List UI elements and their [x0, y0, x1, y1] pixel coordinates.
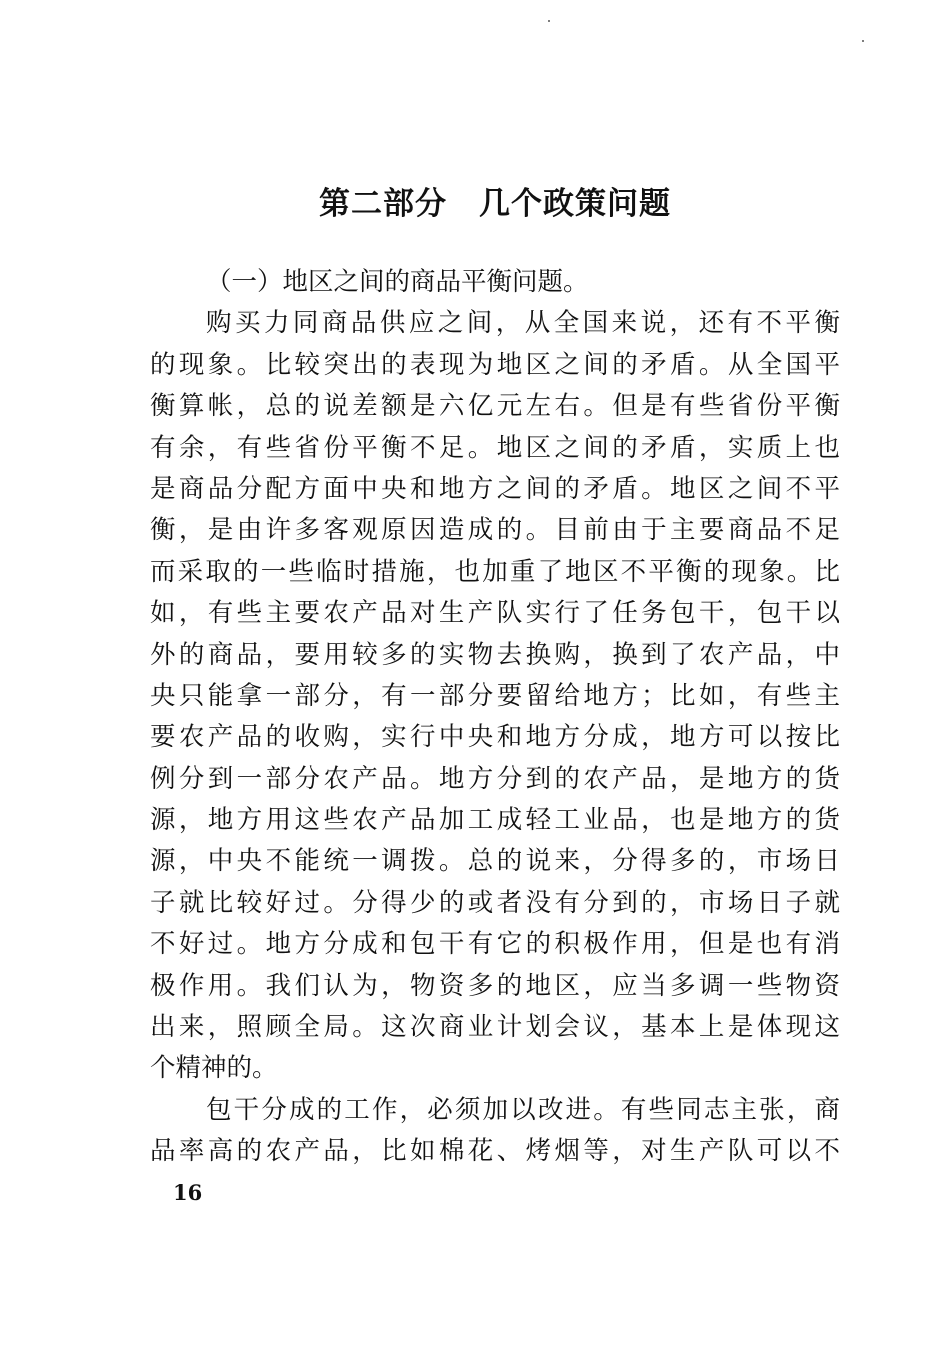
page-number: 16 [173, 1180, 203, 1205]
scan-speck [862, 40, 864, 42]
text-line: 子就比较好过。分得少的或者没有分到的，市场日子就 [150, 887, 840, 918]
text-line: 衡算帐，总的说差额是六亿元左右。但是有些省份平衡 [150, 391, 840, 422]
text-line: 央只能拿一部分，有一部分要留给地方；比如，有些主 [150, 680, 840, 711]
text-line: 包干分成的工作，必须加以改进。有些同志主张，商 [206, 1094, 840, 1125]
page-title: 第二部分 几个政策问题 [319, 186, 671, 222]
text-line: 出来，照顾全局。这次商业计划会议，基本上是体现这 [150, 1012, 840, 1043]
scan-speck [548, 20, 550, 22]
text-line: 购买力同商品供应之间，从全国来说，还有不平衡 [206, 308, 840, 339]
text-line: 如，有些主要农产品对生产队实行了任务包干，包干以 [150, 598, 840, 629]
body-text [150, 262, 840, 1173]
text-line: 个精神的。 [150, 1053, 278, 1084]
text-line: 例分到一部分农产品。地方分到的农产品，是地方的货 [150, 763, 840, 794]
text-line: 的现象。比较突出的表现为地区之间的矛盾。从全国平 [150, 349, 840, 380]
text-line: 衡，是由许多客观原因造成的。目前由于主要商品不足 [150, 515, 840, 546]
section-heading: （一）地区之间的商品平衡问题。 [206, 267, 589, 297]
text-line: 外的商品，要用较多的实物去换购，换到了农产品，中 [150, 639, 840, 670]
text-line: 源，中央不能统一调拨。总的说来，分得多的，市场日 [150, 846, 840, 877]
text-line: 源，地方用这些农产品加工成轻工业品，也是地方的货 [150, 805, 840, 836]
text-line: 极作用。我们认为，物资多的地区，应当多调一些物资 [150, 970, 840, 1001]
text-line: 不好过。地方分成和包干有它的积极作用，但是也有消 [150, 929, 840, 960]
text-line: 而采取的一些临时措施，也加重了地区不平衡的现象。比 [150, 556, 840, 587]
text-line: 有余，有些省份平衡不足。地区之间的矛盾，实质上也 [150, 432, 840, 463]
text-line: 品率高的农产品，比如棉花、烤烟等，对生产队可以不 [150, 1136, 840, 1167]
text-line: 要农产品的收购，实行中央和地方分成，地方可以按比 [150, 722, 840, 753]
text-line: 是商品分配方面中央和地方之间的矛盾。地区之间不平 [150, 473, 840, 504]
